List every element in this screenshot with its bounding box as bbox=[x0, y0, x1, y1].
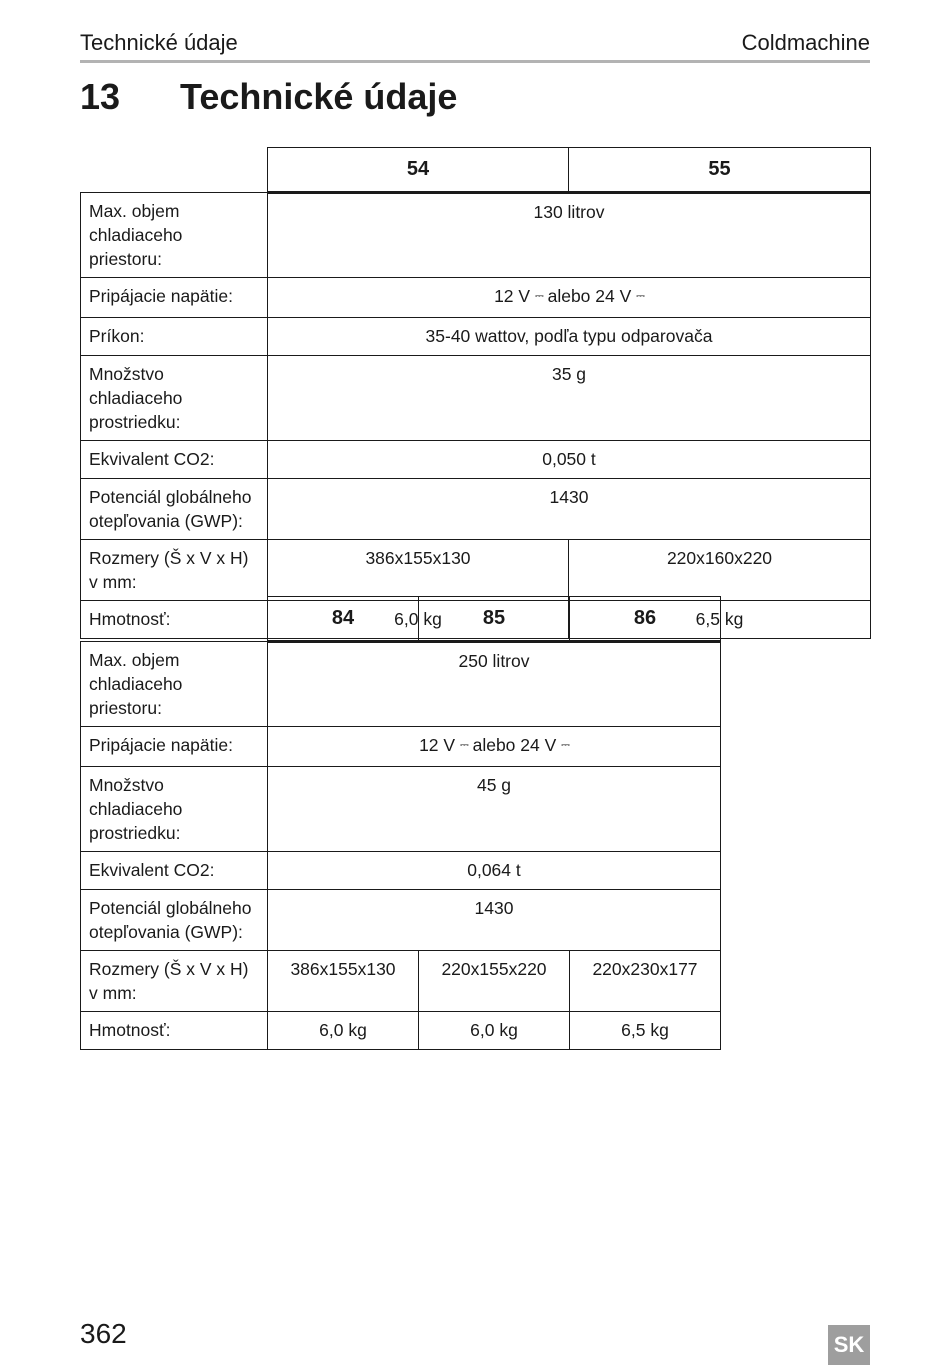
row-label: Potenciál globálneho otepľovania (GWP): bbox=[81, 479, 268, 540]
table-row bbox=[81, 1012, 721, 1050]
row-label: Množstvo chladiaceho prostriedku: bbox=[81, 767, 268, 852]
row-value: 1430 bbox=[268, 479, 871, 540]
row-label: Množstvo chladiaceho prostriedku: bbox=[81, 356, 268, 441]
row-value: 386x155x130 bbox=[268, 540, 569, 601]
table-row bbox=[81, 278, 871, 318]
row-label: Pripájacie napätie: bbox=[81, 278, 268, 318]
row-value: 220x230x177 bbox=[570, 951, 721, 1012]
table-corner bbox=[81, 597, 268, 642]
table-row bbox=[81, 441, 871, 479]
column-header: 85 bbox=[419, 597, 570, 642]
row-value: 6,5 kg bbox=[570, 1012, 721, 1050]
table-row bbox=[81, 479, 871, 540]
row-value: 45 g bbox=[268, 767, 721, 852]
spec-table-84-85-86 bbox=[80, 596, 721, 1050]
row-label: Príkon: bbox=[81, 318, 268, 356]
running-header-product: Coldmachine bbox=[741, 30, 870, 55]
row-value: 6,5 kg bbox=[569, 601, 871, 639]
spec-table-54-55 bbox=[80, 147, 871, 639]
column-header: 86 bbox=[570, 597, 721, 642]
row-value: 6,0 kg bbox=[419, 1012, 570, 1050]
row-value: 12 V ⎓ alebo 24 V ⎓ bbox=[268, 727, 721, 767]
dc-symbol-icon: ⎓ bbox=[459, 739, 468, 751]
dc-symbol-icon: ⎓ bbox=[561, 739, 569, 751]
column-header: 54 bbox=[268, 148, 569, 193]
row-label: Hmotnosť: bbox=[81, 1012, 268, 1050]
running-header-section: Technické údaje bbox=[80, 30, 238, 55]
row-value: 220x160x220 bbox=[569, 540, 871, 601]
row-label: Max. objem chladiaceho priestoru: bbox=[81, 642, 268, 727]
row-value: 130 litrov bbox=[268, 193, 871, 278]
table-row bbox=[81, 193, 871, 278]
row-label: Potenciál globálneho otepľovania (GWP): bbox=[81, 890, 268, 951]
row-value: 250 litrov bbox=[268, 642, 721, 727]
row-value: 386x155x130 bbox=[268, 951, 419, 1012]
column-header: 55 bbox=[569, 148, 871, 193]
table-row bbox=[81, 540, 871, 601]
dc-symbol-icon: ⎓ bbox=[636, 290, 644, 302]
header-divider bbox=[80, 60, 870, 63]
table-corner bbox=[81, 148, 268, 193]
table-row bbox=[81, 642, 721, 727]
table-row bbox=[81, 318, 871, 356]
table-row bbox=[81, 890, 721, 951]
row-value: 35-40 wattov, podľa typu odparovača bbox=[268, 318, 871, 356]
chapter-title: Technické údaje bbox=[180, 76, 458, 117]
row-value: 1430 bbox=[268, 890, 721, 951]
row-value: 35 g bbox=[268, 356, 871, 441]
table-row bbox=[81, 727, 721, 767]
language-badge: SK bbox=[828, 1325, 870, 1365]
row-label: Ekvivalent CO2: bbox=[81, 852, 268, 890]
column-header: 84 bbox=[268, 597, 419, 642]
row-label: Pripájacie napätie: bbox=[81, 727, 268, 767]
chapter-number: 13 bbox=[80, 76, 121, 117]
row-label: Hmotnosť: bbox=[81, 601, 268, 639]
table-row bbox=[81, 356, 871, 441]
table-row bbox=[81, 951, 721, 1012]
row-label: Max. objem chladiaceho priestoru: bbox=[81, 193, 268, 278]
row-value: 0,064 t bbox=[268, 852, 721, 890]
row-value: 0,050 t bbox=[268, 441, 871, 479]
table-row bbox=[81, 767, 721, 852]
row-label: Rozmery (Š x V x H) v mm: bbox=[81, 951, 268, 1012]
row-value: 6,0 kg bbox=[268, 601, 569, 639]
dc-symbol-icon: ⎓ bbox=[534, 290, 543, 302]
row-value: 6,0 kg bbox=[268, 1012, 419, 1050]
page-number: 362 bbox=[80, 1318, 127, 1349]
row-label: Ekvivalent CO2: bbox=[81, 441, 268, 479]
table-row bbox=[81, 852, 721, 890]
row-value: 220x155x220 bbox=[419, 951, 570, 1012]
row-value: 12 V ⎓ alebo 24 V ⎓ bbox=[268, 278, 871, 318]
row-label: Rozmery (Š x V x H) v mm: bbox=[81, 540, 268, 601]
